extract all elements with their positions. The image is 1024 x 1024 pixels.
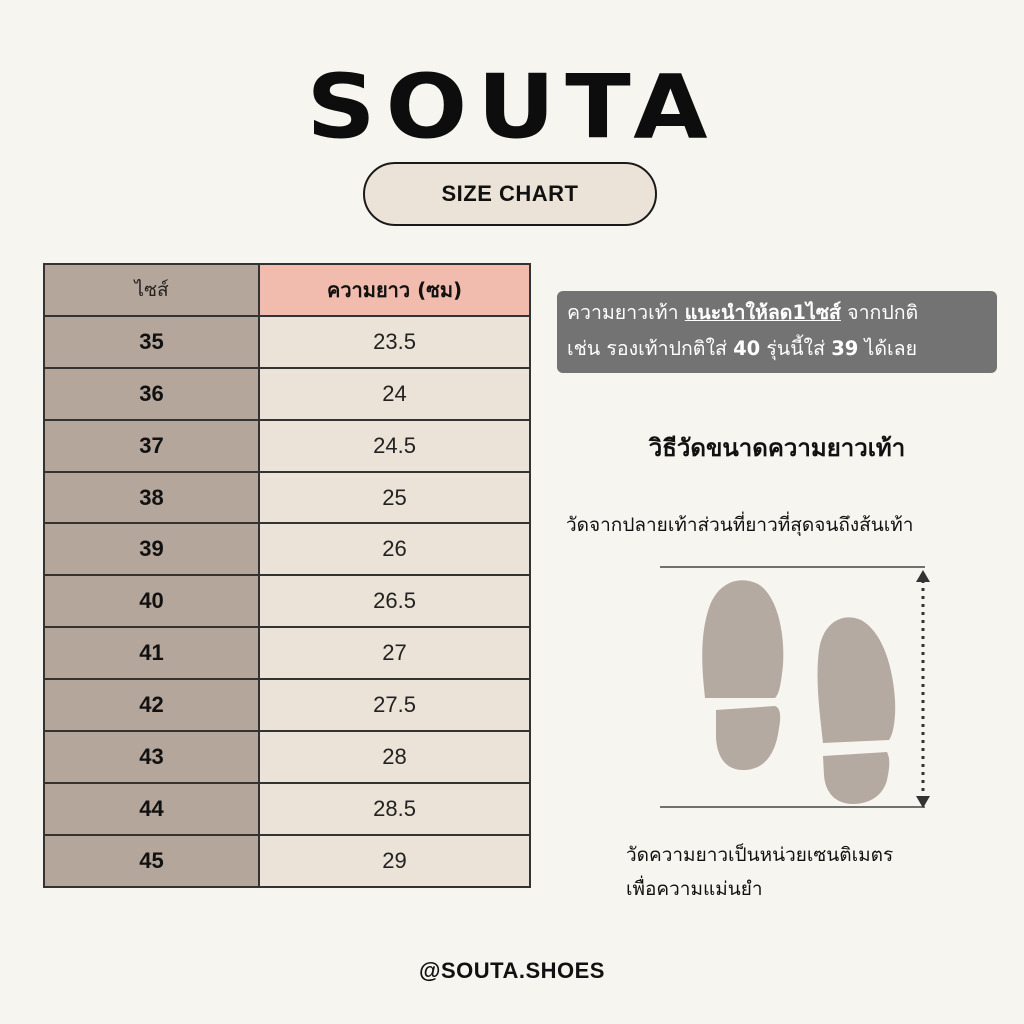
size-cell: 36 <box>44 368 259 420</box>
length-cell: 27 <box>259 627 530 679</box>
note-text: จากปกติ <box>840 301 919 324</box>
table-row <box>44 472 530 524</box>
size-cell: 45 <box>44 835 259 887</box>
length-cell: 23.5 <box>259 316 530 368</box>
length-cell: 24.5 <box>259 420 530 472</box>
length-cell: 27.5 <box>259 679 530 731</box>
header-size: ไซส์ <box>44 264 259 316</box>
size-cell: 44 <box>44 783 259 835</box>
table-row <box>44 523 530 575</box>
table-row <box>44 575 530 627</box>
table-row <box>44 627 530 679</box>
table-row <box>44 835 530 887</box>
left-footprint <box>702 580 783 770</box>
unit-note <box>626 838 893 906</box>
length-cell: 28.5 <box>259 783 530 835</box>
size-cell: 39 <box>44 523 259 575</box>
header-length: ความยาว (ซม) <box>259 264 530 316</box>
length-cell: 26 <box>259 523 530 575</box>
measure-description: วัดจากปลายเท้าส่วนที่ยาวที่สุดจนถึงส้นเท้า <box>566 514 914 536</box>
table-row <box>44 368 530 420</box>
note-line-2 <box>567 331 997 367</box>
right-footprint <box>818 617 896 804</box>
unit-note-line-2: เพื่อความแม่นยำ <box>626 878 763 900</box>
size-cell: 35 <box>44 316 259 368</box>
table-row <box>44 783 530 835</box>
unit-note-line-1: วัดความยาวเป็นหน่วยเซนติเมตร <box>626 844 894 866</box>
length-cell: 28 <box>259 731 530 783</box>
size-cell: 42 <box>44 679 259 731</box>
note-number: 39 <box>831 337 859 360</box>
size-chart-badge <box>363 162 657 226</box>
size-chart-label: SIZE CHART <box>441 181 579 206</box>
note-text: เช่น รองเท้าปกติใส่ <box>567 337 734 360</box>
size-cell: 43 <box>44 731 259 783</box>
table-row <box>44 316 530 368</box>
size-cell: 38 <box>44 472 259 524</box>
length-cell: 25 <box>259 472 530 524</box>
brand-logo: SOUTA <box>306 55 718 159</box>
note-text: รุ่นนี้ใส่ <box>760 337 832 360</box>
table-row <box>44 731 530 783</box>
double-arrow-icon <box>916 570 930 808</box>
size-cell: 40 <box>44 575 259 627</box>
size-cell: 37 <box>44 420 259 472</box>
note-text: ความยาวเท้า <box>567 301 685 324</box>
length-cell: 24 <box>259 368 530 420</box>
size-note-box <box>557 291 997 373</box>
note-text: ได้เลย <box>858 337 918 360</box>
table-body <box>44 316 530 887</box>
social-handle: @SOUTA.SHOES <box>419 958 605 983</box>
howto-title: วิธีวัดขนาดความยาวเท้า <box>648 434 906 462</box>
size-cell: 41 <box>44 627 259 679</box>
table-row <box>44 679 530 731</box>
note-highlight: แนะนำให้ลด1ไซส์ <box>684 301 841 324</box>
length-cell: 26.5 <box>259 575 530 627</box>
footprints-icon <box>655 560 945 820</box>
table-row <box>44 420 530 472</box>
size-table <box>43 263 531 888</box>
table-header-row <box>44 264 530 316</box>
note-line-1 <box>567 295 997 331</box>
note-number: 40 <box>733 337 761 360</box>
length-cell: 29 <box>259 835 530 887</box>
